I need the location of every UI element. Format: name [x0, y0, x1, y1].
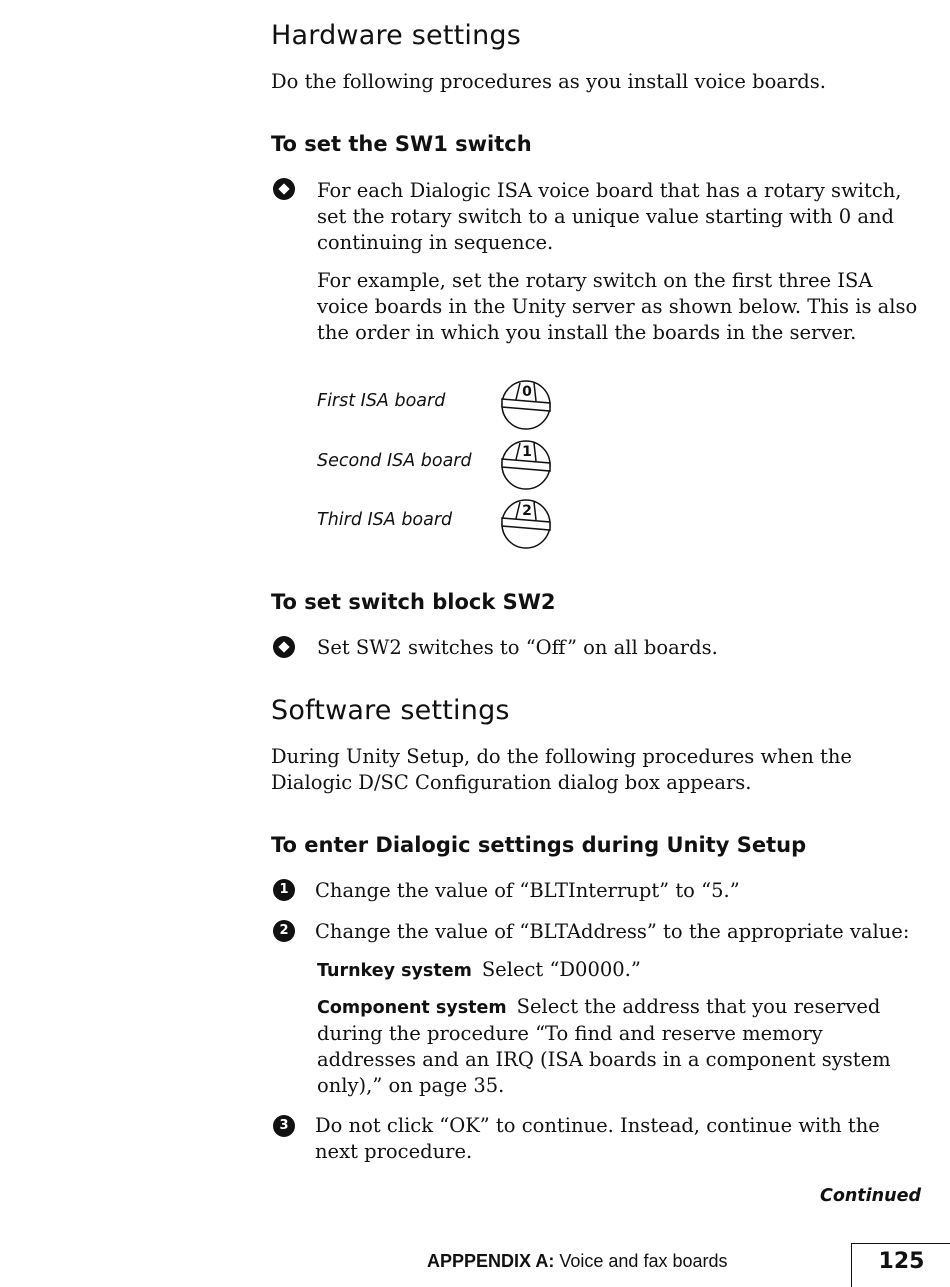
component-label: Component system [317, 998, 507, 1018]
component-text: Select the address that you reserved during the procedure “To find and reserve memory addresses and an IRQ (ISA boards in a component system only),” on page 35. [317, 995, 891, 1097]
turnkey-option [317, 957, 927, 984]
rotary-switch-value: 1 [522, 444, 532, 460]
rotary-switch-value: 0 [522, 384, 532, 400]
sw2-heading: To set switch block SW2 [271, 590, 556, 614]
board-label-third: Third ISA board [317, 510, 453, 530]
board-label-first: First ISA board [317, 391, 446, 411]
appendix-label: APPPENDIX A: [427, 1251, 555, 1271]
hardware-intro: Do the following procedures as you install voice boards. [271, 70, 826, 93]
continued-label: Continued [819, 1186, 921, 1206]
step-3-text: Do not click “OK” to continue. Instead, continue with the next procedure. [315, 1114, 880, 1163]
rotary-switch-0-icon [498, 378, 558, 432]
footer-appendix [427, 1251, 728, 1272]
board-label-second: Second ISA board [317, 451, 472, 471]
page-number: 125 [851, 1243, 950, 1287]
step-number-1-icon: 1 [273, 879, 295, 901]
step-number-2-icon: 2 [273, 920, 295, 942]
software-settings-title: Software settings [271, 695, 510, 726]
sw1-bullet-text: For each Dialogic ISA voice board that has a rotary switch, set the rotary switch to a unique value starting with 0 and continuing in sequence. [317, 179, 902, 254]
turnkey-label: Turnkey system [317, 961, 472, 981]
sw2-bullet-text: Set SW2 switches to “Off” on all boards. [317, 636, 718, 659]
step-number-3-icon: 3 [273, 1115, 295, 1137]
turnkey-text: Select “D0000.” [481, 958, 641, 981]
hardware-settings-title: Hardware settings [271, 20, 522, 51]
appendix-title: Voice and fax boards [559, 1251, 728, 1271]
sw1-heading: To set the SW1 switch [271, 132, 532, 156]
diamond-bullet-icon [273, 636, 295, 658]
procedure-heading: To enter Dialogic settings during Unity Setup [271, 833, 807, 857]
step-2-text: Change the value of “BLTAddress” to the appropriate value: [315, 920, 910, 943]
rotary-switch-1-icon [498, 438, 558, 492]
diamond-bullet-icon [273, 178, 295, 200]
component-option [317, 994, 917, 1099]
rotary-switch-value: 2 [522, 503, 532, 519]
software-intro: During Unity Setup, do the following procedures when the Dialogic D/SC Configuration dialog box appears. [271, 745, 852, 794]
rotary-switch-2-icon [498, 497, 558, 551]
step-1-text: Change the value of “BLTInterrupt” to “5.” [315, 879, 740, 902]
sw1-example-text: For example, set the rotary switch on the first three ISA voice boards in the Unity server as shown below. This is also the order in which you install the boards in the server. [317, 269, 918, 344]
